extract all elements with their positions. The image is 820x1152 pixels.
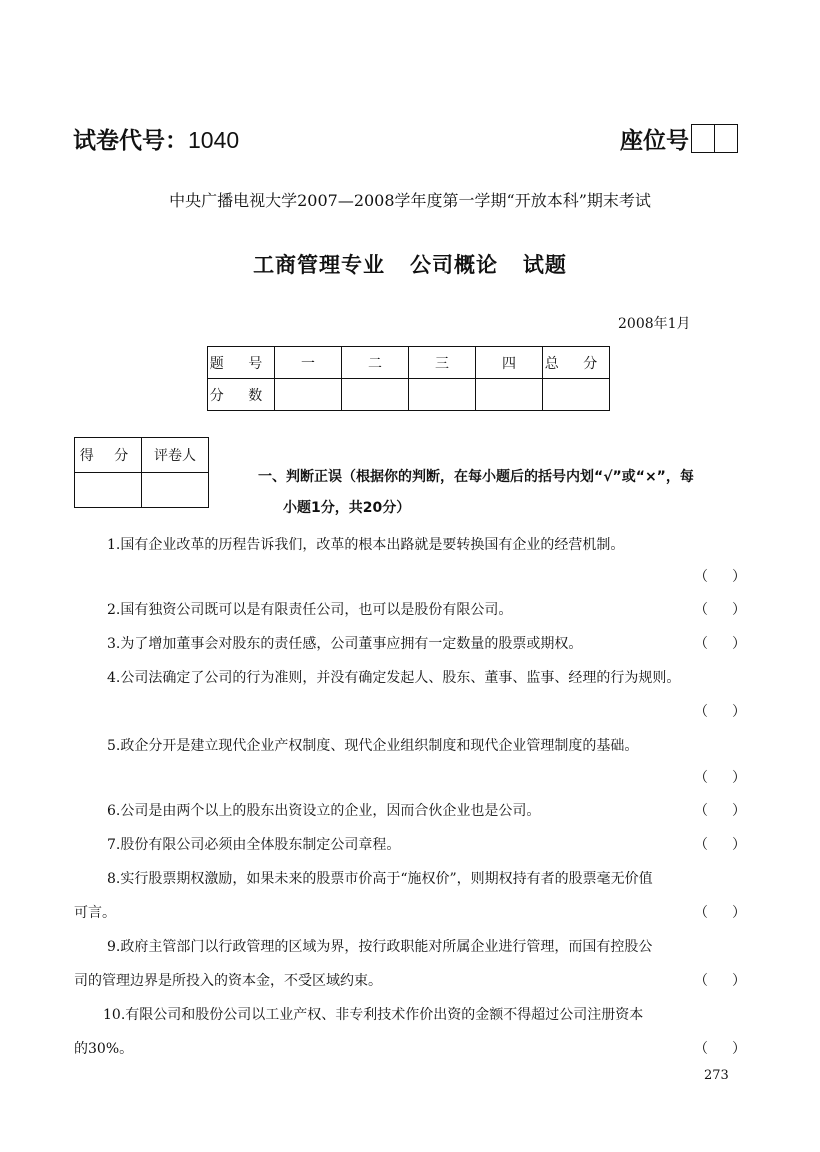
answer-parentheses: （） — [694, 569, 770, 585]
answer-parentheses: （） — [694, 1041, 770, 1057]
grader-score-cell — [75, 473, 142, 508]
answer-parentheses: （） — [694, 905, 770, 921]
answer-parentheses: （） — [694, 973, 770, 989]
question-10-cont: 的30%。 — [74, 1041, 134, 1057]
seat-box — [692, 125, 714, 152]
grader-name-cell — [142, 473, 209, 508]
score-table — [207, 346, 610, 411]
question-5: 5.政企分开是建立现代企业产权制度、现代企业组织制度和现代企业管理制度的基础。 — [107, 738, 639, 754]
question-3: 3.为了增加董事会对股东的责任感，公司董事应拥有一定数量的股票或期权。 — [107, 636, 583, 652]
score-cell — [543, 379, 610, 411]
grader-table-header-cell: 得 分 — [75, 438, 142, 473]
score-table-header-cell: 三 — [409, 347, 476, 379]
exam-subtitle: 中央广播电视大学2007—2008学年度第一学期“开放本科”期末考试 — [169, 191, 651, 210]
answer-parentheses: （） — [694, 636, 770, 652]
score-cell — [409, 379, 476, 411]
page-number: 273 — [704, 1068, 729, 1083]
grader-table-header-cell: 评卷人 — [142, 438, 209, 473]
answer-parentheses: （） — [694, 837, 770, 853]
question-8: 8.实行股票期权激励，如果未来的股票市价高于“施权价”，则期权持有者的股票毫无价值 — [107, 871, 653, 887]
question-10: 10.有限公司和股份公司以工业产权、非专利技术作价出资的金额不得超过公司注册资本 — [103, 1007, 644, 1023]
score-table-score-row — [208, 379, 610, 411]
exam-code-value: 1040 — [188, 127, 240, 153]
score-cell — [275, 379, 342, 411]
grader-table-body-row — [75, 473, 209, 508]
exam-title: 工商管理专业 公司概论 试题 — [253, 253, 567, 277]
question-1: 1.国有企业改革的历程告诉我们，改革的根本出路就是要转换国有企业的经营机制。 — [107, 537, 625, 553]
answer-parentheses: （） — [694, 704, 770, 720]
seat-number-label: 座位号 — [620, 128, 689, 154]
grader-table — [74, 437, 209, 508]
section-instructions-cont: 小题1分，共20分） — [283, 500, 411, 516]
score-table-header-row — [208, 347, 610, 379]
question-2: 2.国有独资公司既可以是有限责任公司，也可以是股份有限公司。 — [107, 602, 513, 618]
score-cell — [476, 379, 543, 411]
score-table-header-cell: 四 — [476, 347, 543, 379]
score-table-row-label: 分 数 — [208, 379, 275, 411]
answer-parentheses: （） — [694, 602, 770, 618]
seat-number — [620, 122, 738, 155]
score-table-header-cell: 一 — [275, 347, 342, 379]
question-6: 6.公司是由两个以上的股东出资设立的企业，因而合伙企业也是公司。 — [107, 803, 541, 819]
question-9: 9.政府主管部门以行政管理的区域为界，按行政职能对所属企业进行管理，而国有控股公 — [107, 939, 653, 955]
score-cell — [342, 379, 409, 411]
section-instructions: 一、判断正误（根据你的判断，在每小题后的括号内划“√”或“×”，每 — [258, 469, 694, 485]
seat-box — [714, 125, 737, 152]
question-4: 4.公司法确定了公司的行为准则，并没有确定发起人、股东、董事、监事、经理的行为规则。 — [107, 670, 681, 686]
answer-parentheses: （） — [694, 803, 770, 819]
exam-date: 2008年1月 — [618, 316, 691, 332]
exam-code-label: 试卷代号： — [73, 128, 188, 154]
answer-parentheses: （） — [694, 770, 770, 786]
score-table-header-cell: 题 号 — [208, 347, 275, 379]
grader-table-header-row — [75, 438, 209, 473]
question-8-cont: 可言。 — [74, 905, 116, 921]
score-table-header-cell: 总 分 — [543, 347, 610, 379]
seat-number-boxes — [691, 124, 738, 153]
score-table-header-cell: 二 — [342, 347, 409, 379]
question-9-cont: 司的管理边界是所投入的资本金，不受区域约束。 — [74, 973, 382, 989]
question-7: 7.股份有限公司必须由全体股东制定公司章程。 — [107, 837, 401, 853]
exam-code — [73, 122, 239, 155]
